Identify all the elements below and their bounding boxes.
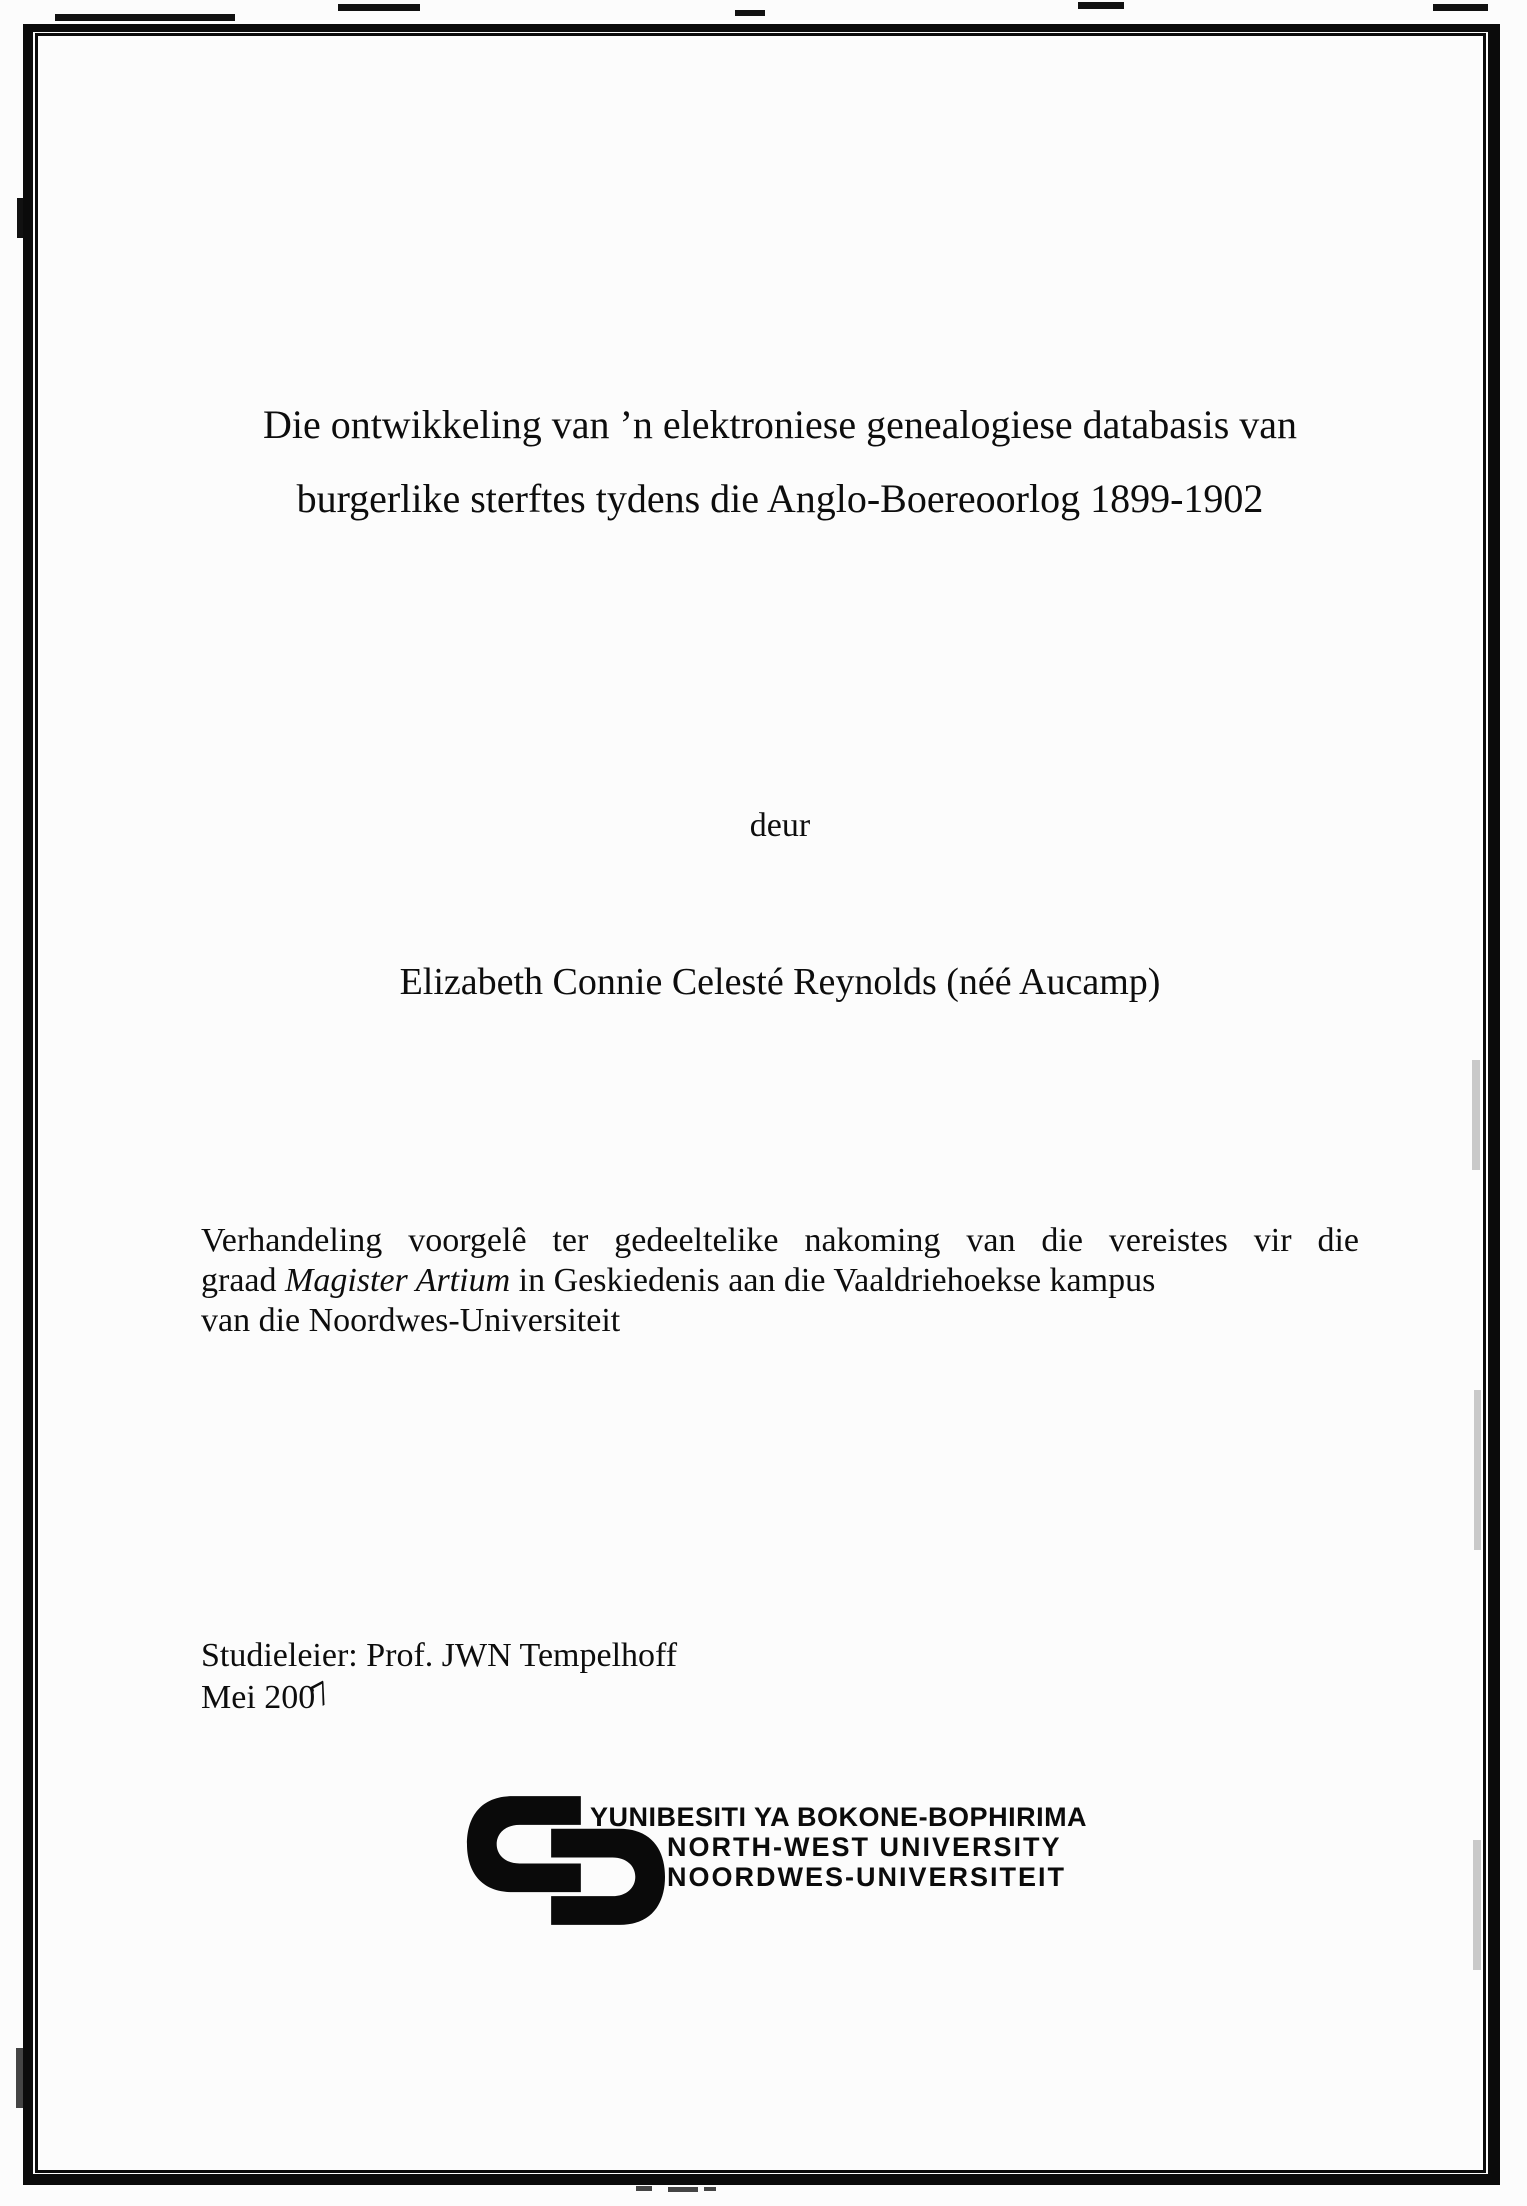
date-line xyxy=(201,1674,677,1719)
logo-text-line-1: YUNIBESITI YA BOKONE-BOPHIRIMA xyxy=(590,1802,1088,1832)
footer-block xyxy=(201,1635,677,1719)
degree-name: Magister Artium xyxy=(285,1262,511,1299)
scan-artifact xyxy=(1433,4,1488,11)
thesis-title xyxy=(201,388,1359,536)
statement-line-2-prefix: graad xyxy=(201,1262,286,1299)
author-name: Elizabeth Connie Celesté Reynolds (néé Aucamp) xyxy=(399,961,1161,1003)
title-line-2: burgerlike sterftes tydens die Anglo-Boereoorlog 1899-1902 xyxy=(296,476,1264,521)
title-line-1: Die ontwikkeling van ’n elektroniese genealogiese databasis van xyxy=(262,402,1298,447)
date-final-digit: 7 xyxy=(305,1674,339,1715)
supervisor-line: Studieleier: Prof. JWN Tempelhoff xyxy=(201,1637,678,1674)
statement-line-2-suffix: in Geskiedenis aan die Vaaldriehoekse kampus xyxy=(510,1262,1156,1299)
date-prefix: Mei 200 xyxy=(201,1679,316,1716)
logo-text-line-3: NOORDWES-UNIVERSITEIT xyxy=(667,1862,1067,1892)
byline: deur xyxy=(749,807,811,844)
degree-statement xyxy=(201,1221,1359,1341)
university-logo xyxy=(465,1794,1105,1934)
logo-text xyxy=(590,1802,1087,1892)
statement-line-1: Verhandeling voorgelê ter gedeeltelike nakoming van die vereistes vir die xyxy=(201,1222,1359,1259)
statement-line-2 xyxy=(201,1261,1359,1301)
statement-line-3: van die Noordwes-Universiteit xyxy=(201,1302,621,1339)
logo-text-line-2: NORTH-WEST UNIVERSITY xyxy=(667,1832,1062,1862)
